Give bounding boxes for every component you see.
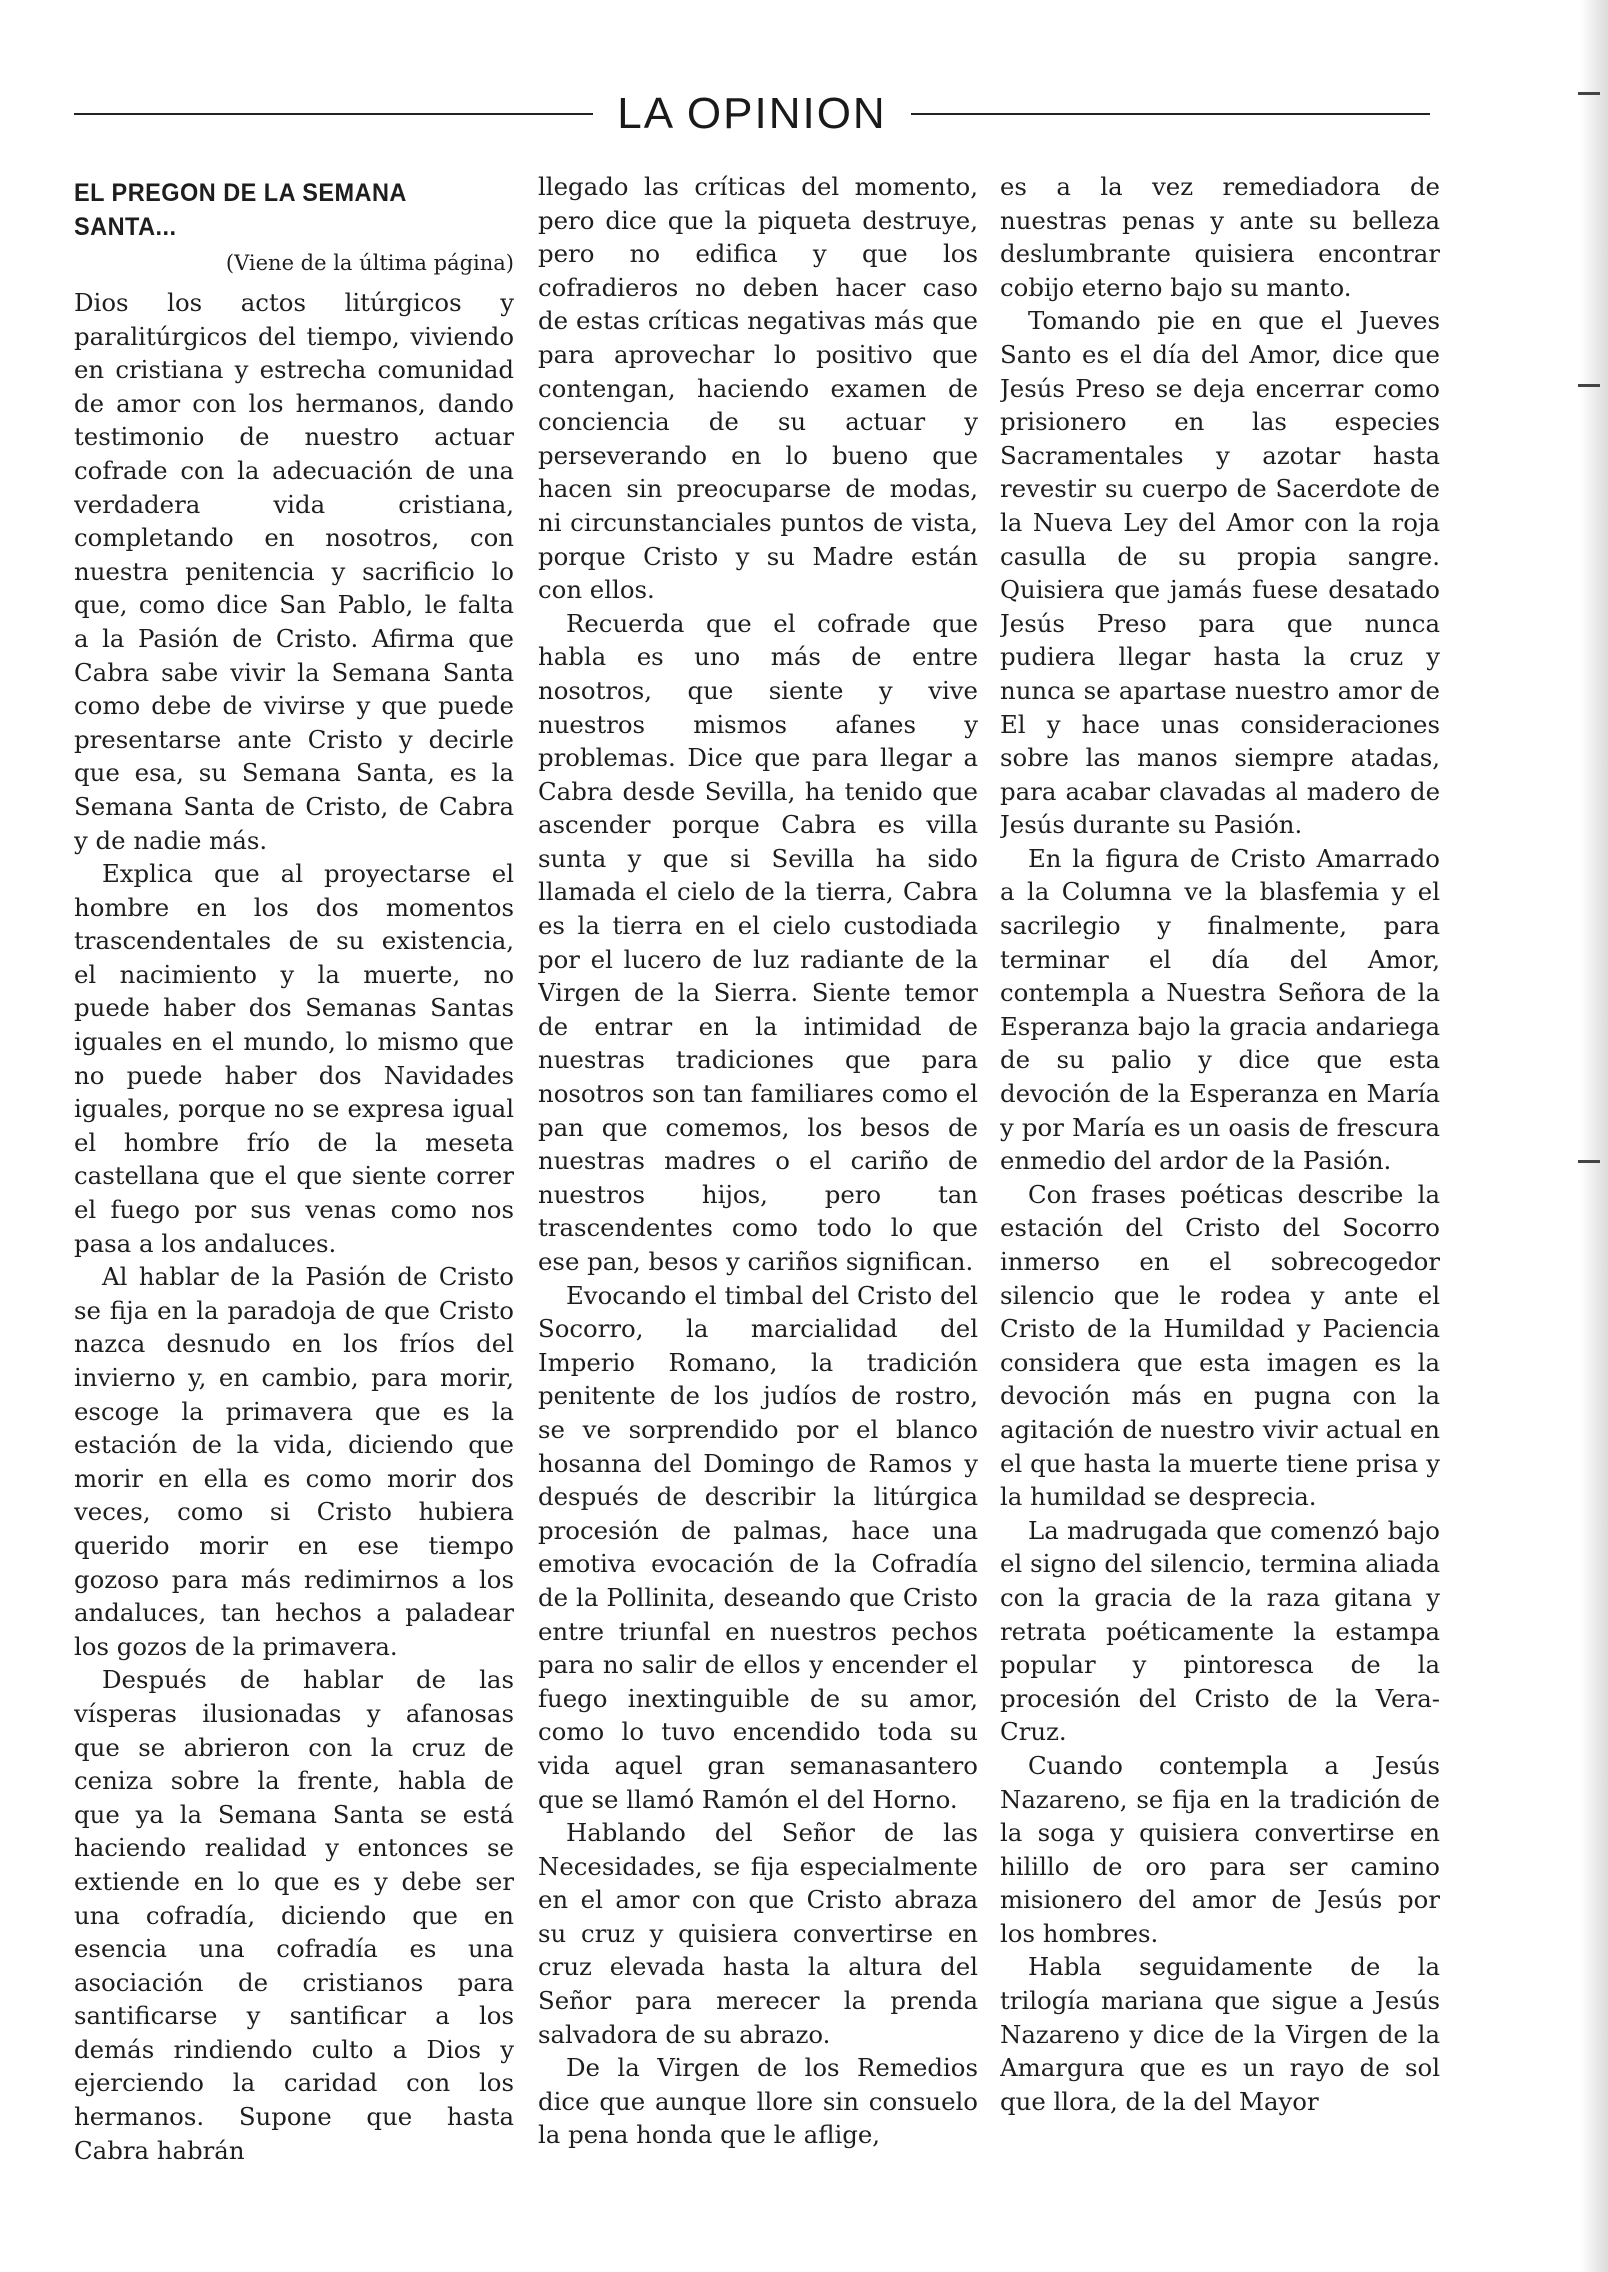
binding-mark	[1578, 92, 1600, 95]
paragraph: Al hablar de la Pasión de Cristo se fija en la paradoja de que Cristo nazca desnudo en los fríos del invierno y, en cambio, para morir, escoge la primavera que es la estación de la vida, diciendo que morir en ella es como morir dos veces, como si Cristo hubiera querido morir en ese tiempo gozoso para más redimirnos a los andaluces, tan hechos a paladear los gozos de la primavera.	[74, 1262, 514, 1661]
paragraph: Dios los actos litúrgicos y paralitúrgicos del tiempo, viviendo en cristiana y estrecha comunidad de amor con los hermanos, dando testimonio de nuestro actuar cofrade con la adecuación de una verdadera vida cristiana, completando en nosotros, con nuestra penitencia y sacrificio lo que, como dice San Pablo, le falta a la Pasión de Cristo. Afirma que Cabra sabe vivir la Semana Santa como debe de vivirse y que puede presentarse ante Cristo y decirle que esa, su Semana Santa, es la Semana Santa de Cristo, de Cabra y de nadie más.	[74, 288, 514, 855]
paragraph: Después de hablar de las vísperas ilusionadas y afanosas que se abrieron con la cruz de ceniza sobre la frente, habla de que ya la Semana Santa se está haciendo realidad y entonces se extiende en lo que es y debe ser una cofradía, diciendo que en esencia una cofradía es una asociación de cristianos para santificarse y santificar a los demás rindiendo culto a Dios y ejerciendo la caridad con los hermanos. Supone que hasta Cabra habrán	[74, 1665, 514, 2165]
column-1	[74, 170, 514, 2210]
paragraph: La madrugada que comenzó bajo el signo del silencio, termina aliada con la gracia de la raza gitana y retrata poéticamente la estampa popular y pintoresca de la procesión del Cristo de la Vera-Cruz.	[1000, 1515, 1440, 1747]
paragraph: Con frases poéticas describe la estación del Cristo del Socorro inmerso en el sobrecogedor silencio que le rodea y ante el Cristo de la Humildad y Paciencia considera que esta imagen es la devoción más en pugna con la agitación de nuestro vivir actual en el que hasta la muerte tiene prisa y la humildad se desprecia.	[1000, 1179, 1440, 1512]
masthead	[74, 78, 1430, 150]
column-3	[1000, 170, 1440, 2210]
binding-mark	[1578, 1160, 1600, 1163]
paragraph: Evocando el timbal del Cristo del Socorro, la marcialidad del Imperio Romano, la tradición penitente de los judíos de rostro, se ve sorprendido por el blanco hosanna del Domingo de Ramos y después de describir la litúrgica procesión de palmas, hace una emotiva evocación de la Cofradía de la Pollinita, deseando que Cristo entre triunfal en nuestros pechos para no salir de ellos y encender el fuego inextinguible de su amor, como lo tuvo encendido toda su vida aquel gran semanasantero que se llamó Ramón el del Horno.	[538, 1280, 978, 1814]
newspaper-title: LA OPINION	[617, 89, 887, 138]
article-continuation-note: (Viene de la última página)	[225, 251, 514, 275]
paragraph: En la figura de Cristo Amarrado a la Columna ve la blasfemia y el sacrilegio y finalmente, para terminar el día del Amor, contempla a Nuestra Señora de la Esperanza bajo la gracia andariega de su palio y dice que esta devoción de la Esperanza en María y por María es un oasis de frescura enmedio del ardor de la Pasión.	[1000, 843, 1440, 1176]
column-2	[538, 170, 978, 2210]
page-edge	[1580, 0, 1608, 2272]
paragraph: llegado las críticas del momento, pero dice que la piqueta destruye, pero no edifica y que los cofradieros no deben hacer caso de estas críticas negativas más que para aprovechar lo positivo que contengan, haciendo examen de conciencia de su actuar y perseverando en lo bueno que hacen sin preocuparse de modas, ni circunstanciales puntos de vista, porque Cristo y su Madre están con ellos.	[538, 172, 978, 605]
paragraph: Habla seguidamente de la trilogía mariana que sigue a Jesús Nazareno y dice de la Virgen de la Amargura que es un rayo de sol que llora, de la del Mayor	[1000, 1952, 1440, 2116]
masthead-rule-right	[911, 113, 1430, 115]
paragraph: De la Virgen de los Remedios dice que aunque llore sin consuelo la pena honda que le aflige,	[538, 2053, 978, 2150]
paragraph: es a la vez remediadora de nuestras penas y ante su belleza deslumbrante quisiera encontrar cobijo eterno bajo su manto.	[1000, 172, 1440, 302]
masthead-rule-left	[74, 113, 593, 115]
paragraph: Tomando pie en que el Jueves Santo es el día del Amor, dice que Jesús Preso se deja encerrar como prisionero en las especies Sacramentales y azotar hasta revestir su cuerpo de Sacerdote de la Nueva Ley del Amor con la roja casulla de su propia sangre. Quisiera que jamás fuese desatado Jesús Preso para que nunca pudiera llegar hasta la cruz y nunca se apartase nuestro amor de El y hace unas consideraciones sobre las manos siempre atadas, para acabar clavadas al madero de Jesús durante su Pasión.	[1000, 306, 1440, 840]
binding-mark	[1578, 384, 1600, 387]
paragraph: Explica que al proyectarse el hombre en los dos momentos trascendentales de su existencia, el nacimiento y la muerte, no puede haber dos Semanas Santas iguales en el mundo, lo mismo que no puede haber dos Navidades iguales, porque no se expresa igual el hombre frío de la meseta castellana que el que siente correr el fuego por sus venas como nos pasa a los andaluces.	[74, 859, 514, 1258]
paragraph: Hablando del Señor de las Necesidades, se fija especialmente en el amor con que Cristo abraza su cruz y quisiera convertirse en cruz elevada hasta la altura del Señor para merecer la prenda salvadora de su abrazo.	[538, 1818, 978, 2049]
paragraph: Recuerda que el cofrade que habla es uno más de entre nosotros, que siente y vive nuestros mismos afanes y problemas. Dice que para llegar a Cabra desde Sevilla, ha tenido que ascender porque Cabra es villa sunta y que si Sevilla ha sido llamada el cielo de la tierra, Cabra es la tierra en el cielo custodiada por el lucero de luz radiante de la Virgen de la Sierra. Siente temor de entrar en la intimidad de nuestras tradiciones que para nosotros son tan familiares como el pan que comemos, los besos de nuestras madres o el cariño de nuestros hijos, pero tan trascendentes como todo lo que ese pan, besos y cariños significan.	[538, 608, 978, 1276]
article-headline: EL PREGON DE LA SEMANA SANTA...	[74, 179, 406, 241]
paragraph: Cuando contempla a Jesús Nazareno, se fija en la tradición de la soga y quisiera convertirse en hilillo de oro para ser camino misionero del amor de Jesús por los hombres.	[1000, 1750, 1440, 1948]
